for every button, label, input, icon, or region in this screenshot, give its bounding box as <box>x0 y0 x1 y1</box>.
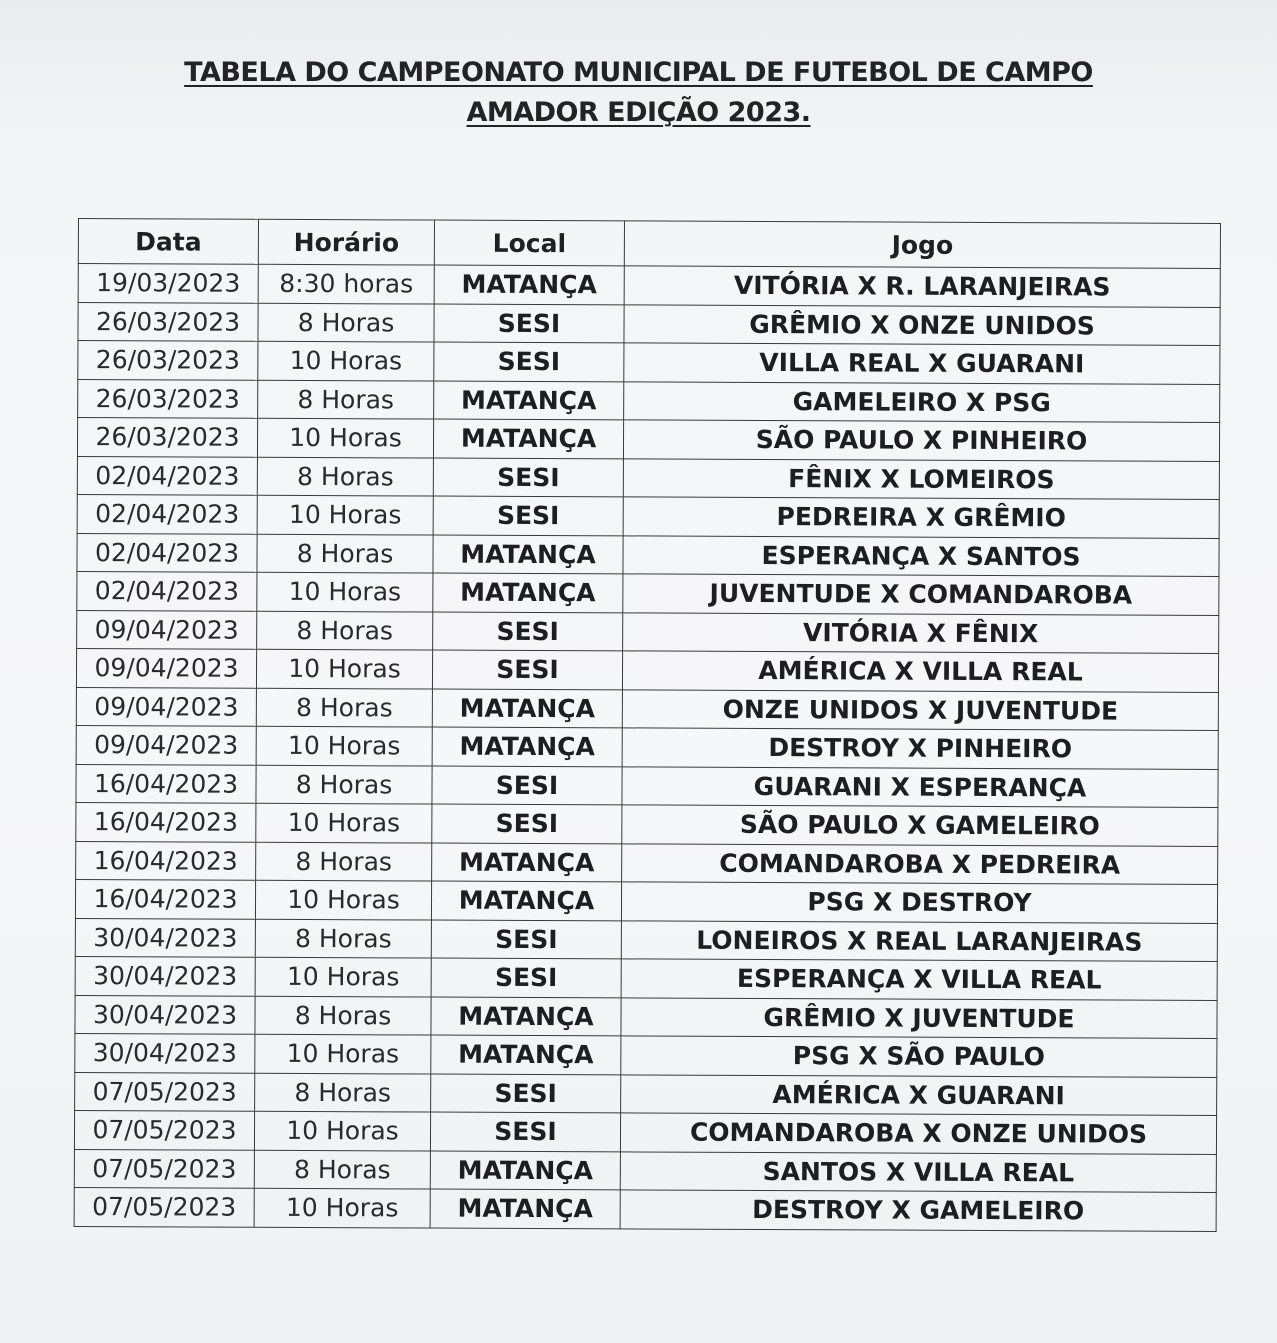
document-title-line-1: TABELA DO CAMPEONATO MUNICIPAL DE FUTEBOL DE CAMPO <box>184 57 1093 88</box>
table-row <box>78 302 1220 345</box>
cell-venue: MATANÇA <box>433 419 623 458</box>
cell-match: ESPERANÇA X VILLA REAL <box>621 959 1217 1000</box>
cell-venue: SESI <box>431 958 621 997</box>
cell-match: AMÉRICA X GUARANI <box>621 1074 1217 1115</box>
cell-venue: MATANÇA <box>431 881 621 920</box>
cell-time: 10 Horas <box>256 649 432 688</box>
cell-date: 30/04/2023 <box>75 918 255 957</box>
cell-date: 16/04/2023 <box>76 841 256 880</box>
table-row <box>78 264 1220 307</box>
cell-time: 8 Horas <box>256 765 432 804</box>
cell-match: PSG X DESTROY <box>621 882 1217 923</box>
cell-time: 8 Horas <box>255 919 431 958</box>
cell-venue: MATANÇA <box>431 997 621 1036</box>
cell-date: 30/04/2023 <box>75 1033 255 1072</box>
cell-time: 10 Horas <box>254 1188 430 1227</box>
table-row <box>78 341 1220 384</box>
cell-venue: MATANÇA <box>432 689 622 728</box>
cell-date: 07/05/2023 <box>74 1149 254 1188</box>
cell-venue: SESI <box>431 920 621 959</box>
cell-venue: SESI <box>433 458 623 497</box>
table-row <box>76 841 1218 884</box>
cell-venue: SESI <box>433 496 623 535</box>
cell-venue: MATANÇA <box>433 535 623 574</box>
cell-date: 26/03/2023 <box>77 418 257 457</box>
table-row <box>75 879 1217 922</box>
cell-date: 02/04/2023 <box>77 456 257 495</box>
cell-venue: MATANÇA <box>431 1035 621 1074</box>
cell-match: DESTROY X PINHEIRO <box>622 728 1218 769</box>
table-row <box>77 571 1219 614</box>
cell-date: 16/04/2023 <box>76 764 256 803</box>
cell-match: PEDREIRA X GRÊMIO <box>623 497 1219 538</box>
cell-venue: MATANÇA <box>433 573 623 612</box>
cell-date: 09/04/2023 <box>77 610 257 649</box>
cell-venue: SESI <box>434 304 624 343</box>
cell-time: 8 Horas <box>254 1150 430 1189</box>
cell-date: 02/04/2023 <box>77 494 257 533</box>
cell-venue: SESI <box>430 1112 620 1151</box>
cell-venue: MATANÇA <box>430 1189 620 1228</box>
cell-time: 8:30 horas <box>258 264 434 303</box>
table-row <box>76 725 1218 768</box>
cell-venue: SESI <box>432 766 622 805</box>
cell-date: 26/03/2023 <box>78 302 258 341</box>
cell-venue: SESI <box>434 342 624 381</box>
table-row <box>77 418 1219 461</box>
cell-venue: SESI <box>433 612 623 651</box>
cell-time: 10 Horas <box>255 880 431 919</box>
table-row <box>74 1187 1216 1230</box>
cell-venue: MATANÇA <box>432 727 622 766</box>
cell-venue: MATANÇA <box>430 1151 620 1190</box>
cell-venue: SESI <box>431 1074 621 1113</box>
cell-date: 26/03/2023 <box>78 379 258 418</box>
cell-match: GAMELEIRO X PSG <box>624 381 1220 422</box>
cell-venue: MATANÇA <box>434 381 624 420</box>
cell-date: 30/04/2023 <box>75 956 255 995</box>
cell-venue: SESI <box>432 650 622 689</box>
cell-match: VITÓRIA X FÊNIX <box>623 612 1219 653</box>
cell-time: 8 Horas <box>255 1073 431 1112</box>
cell-match: SÃO PAULO X GAMELEIRO <box>622 805 1218 846</box>
cell-match: COMANDAROBA X ONZE UNIDOS <box>620 1113 1216 1154</box>
table-row <box>76 648 1218 691</box>
table-body <box>74 264 1220 1231</box>
cell-time: 8 Horas <box>257 534 433 573</box>
cell-time: 10 Horas <box>257 418 433 457</box>
table-row <box>77 456 1219 499</box>
cell-date: 19/03/2023 <box>78 264 258 303</box>
cell-date: 07/05/2023 <box>74 1110 254 1149</box>
cell-venue: MATANÇA <box>432 843 622 882</box>
cell-date: 07/05/2023 <box>75 1072 255 1111</box>
table-row <box>75 918 1217 961</box>
header-time: Horário <box>258 219 434 265</box>
header-date: Data <box>78 219 258 265</box>
cell-match: SANTOS X VILLA REAL <box>620 1151 1216 1192</box>
cell-date: 16/04/2023 <box>75 879 255 918</box>
table-row <box>74 1110 1216 1153</box>
cell-date: 02/04/2023 <box>77 533 257 572</box>
table-row <box>77 494 1219 537</box>
table-row <box>75 956 1217 999</box>
table-row <box>75 1072 1217 1115</box>
table-row <box>78 379 1220 422</box>
cell-time: 10 Horas <box>255 1034 431 1073</box>
cell-date: 07/05/2023 <box>74 1187 254 1226</box>
cell-match: COMANDAROBA X PEDREIRA <box>622 843 1218 884</box>
table-header-row <box>78 219 1220 269</box>
table-row <box>74 1149 1216 1192</box>
cell-time: 10 Horas <box>255 957 431 996</box>
cell-match: FÊNIX X LOMEIROS <box>623 458 1219 499</box>
cell-match: GRÊMIO X ONZE UNIDOS <box>624 304 1220 345</box>
table-row <box>75 1033 1217 1076</box>
table-row <box>75 995 1217 1038</box>
cell-venue: MATANÇA <box>434 265 624 304</box>
cell-time: 8 Horas <box>258 380 434 419</box>
cell-match: VILLA REAL X GUARANI <box>624 343 1220 384</box>
table-row <box>77 610 1219 653</box>
cell-date: 09/04/2023 <box>76 648 256 687</box>
cell-time: 10 Horas <box>254 1111 430 1150</box>
cell-match: AMÉRICA X VILLA REAL <box>622 651 1218 692</box>
cell-match: GRÊMIO X JUVENTUDE <box>621 997 1217 1038</box>
cell-match: GUARANI X ESPERANÇA <box>622 766 1218 807</box>
cell-match: ONZE UNIDOS X JUVENTUDE <box>622 689 1218 730</box>
table-row <box>77 533 1219 576</box>
match-schedule-table <box>74 218 1221 1231</box>
cell-date: 09/04/2023 <box>76 725 256 764</box>
cell-time: 8 Horas <box>257 611 433 650</box>
table-row <box>76 687 1218 730</box>
table-row <box>76 802 1218 845</box>
cell-match: PSG X SÃO PAULO <box>621 1036 1217 1077</box>
cell-match: SÃO PAULO X PINHEIRO <box>623 420 1219 461</box>
header-match: Jogo <box>624 221 1220 269</box>
cell-match: DESTROY X GAMELEIRO <box>620 1190 1216 1231</box>
cell-time: 10 Horas <box>257 495 433 534</box>
cell-date: 30/04/2023 <box>75 995 255 1034</box>
cell-time: 10 Horas <box>256 803 432 842</box>
cell-match: LONEIROS X REAL LARANJEIRAS <box>621 920 1217 961</box>
cell-date: 16/04/2023 <box>76 802 256 841</box>
cell-time: 8 Horas <box>255 996 431 1035</box>
cell-date: 09/04/2023 <box>76 687 256 726</box>
table-row <box>76 764 1218 807</box>
cell-time: 8 Horas <box>258 303 434 342</box>
cell-time: 8 Horas <box>257 457 433 496</box>
header-venue: Local <box>434 220 624 266</box>
document-title-line-2: AMADOR EDIÇÃO 2023. <box>466 97 811 128</box>
cell-time: 8 Horas <box>256 688 432 727</box>
cell-match: JUVENTUDE X COMANDAROBA <box>623 574 1219 615</box>
cell-venue: SESI <box>432 804 622 843</box>
cell-time: 10 Horas <box>257 572 433 611</box>
cell-time: 8 Horas <box>256 842 432 881</box>
cell-match: VITÓRIA X R. LARANJEIRAS <box>624 266 1220 307</box>
cell-match: ESPERANÇA X SANTOS <box>623 535 1219 576</box>
cell-date: 02/04/2023 <box>77 571 257 610</box>
cell-time: 10 Horas <box>258 341 434 380</box>
cell-date: 26/03/2023 <box>78 341 258 380</box>
cell-time: 10 Horas <box>256 726 432 765</box>
